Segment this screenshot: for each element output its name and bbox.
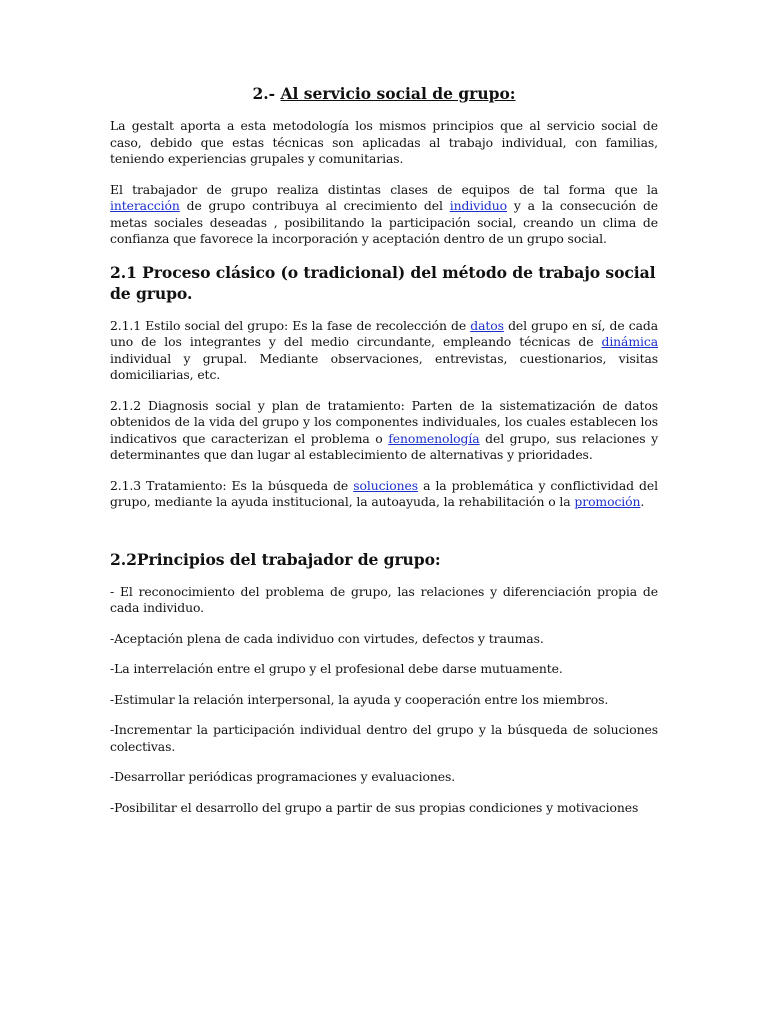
text-run: 2.1.2 Diagnosis social y plan de tratamiento: Parten de la sistematización de datos obtenidos de la vida del grupo y los componentes individuales, los cuales establecen los indicativos que caracterizan el problema o	[110, 397, 658, 446]
text-run: 2.1.3 Tratamiento: Es la búsqueda de	[110, 477, 354, 493]
text-run: 2.1.1 Estilo social del grupo: Es la fase de recolección de	[110, 317, 471, 333]
title-underlined: Al servicio social de grupo:	[280, 84, 516, 103]
link-datos[interactable]: datos	[470, 317, 504, 333]
text-run: y a la consecución de metas sociales deseadas , posibilitando la participación social, creando un clima de confianza que favorece la incorporación y aceptación dentro de un grupo social.	[110, 198, 659, 246]
text-run: El trabajador de grupo realiza distintas clases de equipos de tal forma que la	[110, 181, 658, 197]
link-dinamica[interactable]: dinámica	[601, 334, 658, 349]
principle-item: -Desarrollar periódicas programaciones y evaluaciones.	[110, 769, 456, 784]
paragraph-gestalt: La gestalt aporta a esta metodología los mismos principios que al servicio social de caso, debido que estas técnicas son aplicadas al trabajo individual, con familias, teniendo experiencias grupales y comunitarias.	[110, 118, 658, 166]
principle-item: - El reconocimiento del problema de grupo, las relaciones y diferenciación propia de cada individuo.	[110, 583, 658, 615]
paragraph-2-1-3	[110, 478, 658, 511]
text-run: a la problemática y conflictividad del grupo, mediante la ayuda institucional, la autoayuda, la rehabilitación o la	[110, 477, 658, 509]
heading-2-1: 2.1 Proceso clásico (o tradicional) del método de trabajo social de grupo.	[110, 262, 656, 303]
heading-2-2: 2.2Principios del trabajador de grupo:	[110, 549, 441, 569]
link-interaccion[interactable]: interacción	[110, 198, 180, 213]
paragraph-2-1-1	[110, 318, 658, 384]
principle-item: -Estimular la relación interpersonal, la ayuda y cooperación entre los miembros.	[110, 691, 609, 707]
section-title	[110, 84, 658, 104]
text-run: de grupo contribuya al crecimiento del	[179, 198, 450, 213]
paragraph-trabajador	[110, 182, 658, 248]
text-run: .	[640, 494, 645, 509]
paragraph-2-1-2	[110, 398, 658, 464]
text-run: individual y grupal. Mediante observaciones, entrevistas, cuestionarios, visitas domiciliarias, etc.	[110, 350, 658, 382]
text-run: del grupo en sí, de cada uno de los integrantes y del medio circundante, empleando técnicas de	[110, 317, 659, 349]
title-prefix: 2.-	[252, 84, 281, 103]
link-soluciones[interactable]: soluciones	[353, 477, 419, 493]
document-page	[110, 84, 658, 816]
link-fenomenologia[interactable]: fenomenología	[388, 430, 480, 446]
link-individuo[interactable]: individuo	[449, 198, 508, 213]
principle-item: -Incrementar la participación individual dentro del grupo y la búsqueda de soluciones colectivas.	[110, 722, 658, 754]
principle-item: -Aceptación plena de cada individuo con virtudes, defectos y traumas.	[110, 630, 544, 646]
principle-item: -Posibilitar el desarrollo del grupo a partir de sus propias condiciones y motivaciones	[110, 799, 639, 815]
principle-item: -La interrelación entre el grupo y el profesional debe darse mutuamente.	[110, 661, 563, 676]
link-promocion[interactable]: promoción	[574, 494, 641, 509]
text-run: del grupo, sus relaciones y determinantes que dan lugar al establecimiento de alternativas y prioridades.	[110, 430, 659, 462]
